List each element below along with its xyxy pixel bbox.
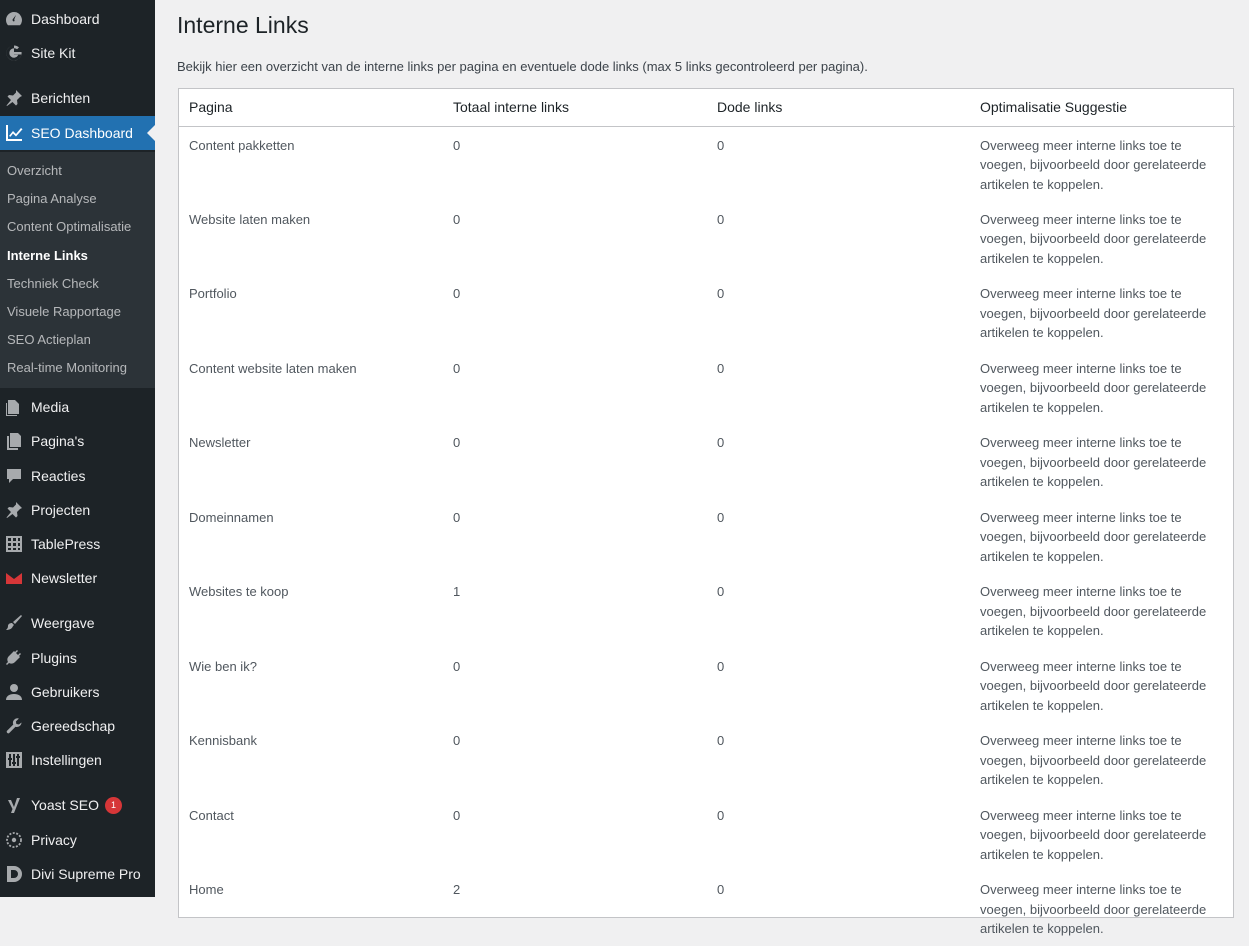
suggestion-cell: Overweeg meer interne links toe te voegen, bijvoorbeeld door gerelateerde artikelen te koppelen. [980,733,1207,787]
sidebar-item-dashboard[interactable] [0,2,155,36]
total-links-cell: 0 [453,733,461,748]
google-g-icon [3,43,25,63]
admin-sidebar [0,0,155,897]
total-links-cell: 0 [453,211,461,227]
main-content [155,0,1249,936]
submenu-item-pagina-analyse[interactable]: Pagina Analyse [7,191,97,207]
sidebar-item-seo-dashboard[interactable] [0,116,155,150]
dead-links-cell: 0 [717,137,725,153]
table-row [179,275,1235,350]
plug-icon [3,648,25,668]
table-row [179,424,1235,499]
dead-links-cell: 0 [717,807,725,823]
submenu-item-real-time-monitoring[interactable]: Real-time Monitoring [7,360,127,376]
sidebar-item-gereedschap[interactable] [0,709,155,743]
chart-line-icon [3,123,25,143]
internal-links-table-container [178,88,1234,936]
total-links-cell: 0 [453,435,461,450]
sidebar-item-label: Gebruikers [31,684,100,700]
suggestion-cell: Overweeg meer interne links toe te voegen, bijvoorbeeld door gerelateerde artikelen te koppelen. [980,882,1207,936]
total-links-cell: 1 [453,584,461,599]
page-name-cell: Content pakketten [189,137,295,153]
settings-sliders-icon [3,750,25,770]
sidebar-item-pagina-s[interactable] [0,424,155,458]
table-row [179,201,1235,276]
column-header: Pagina [179,89,443,126]
sidebar-item-label: Reacties [31,468,86,484]
page-name-cell: Home [189,882,224,897]
sidebar-item-label: Projecten [31,502,91,518]
suggestion-cell: Overweeg meer interne links toe te voegen, bijvoorbeeld door gerelateerde artikelen te koppelen. [980,807,1207,862]
submenu-item-techniek-check[interactable]: Techniek Check [7,275,99,291]
page-name-cell: Portfolio [189,286,237,301]
seo-dashboard-submenu [0,152,155,388]
internal-links-table [179,89,1235,946]
page-title: Interne Links [177,12,309,38]
total-links-cell: 0 [453,658,461,674]
submenu-item-content-optimalisatie[interactable]: Content Optimalisatie [7,219,132,235]
sidebar-item-media[interactable] [0,390,155,424]
suggestion-cell: Overweeg meer interne links toe te voegen, bijvoorbeeld door gerelateerde artikelen te koppelen. [980,435,1207,489]
table-row [179,126,1235,201]
sidebar-item-label: Instellingen [31,752,102,768]
sidebar-item-label: Yoast SEO [31,797,99,813]
sidebar-item-site-kit[interactable] [0,36,155,70]
page-name-cell: Content website laten maken [189,360,357,376]
sidebar-item-weergave[interactable] [0,606,155,640]
dead-links-cell: 0 [717,733,725,748]
page-name-cell: Kennisbank [189,733,257,748]
yoast-icon [3,795,25,815]
table-row [179,350,1235,425]
sidebar-item-projecten[interactable] [0,493,155,527]
dead-links-cell: 0 [717,584,725,599]
pushpin-icon [3,88,25,108]
submenu-item-overzicht[interactable]: Overzicht [7,163,62,178]
page-name-cell: Domeinnamen [189,509,274,525]
total-links-cell: 0 [453,137,461,153]
table-row [179,797,1235,872]
sidebar-item-label: Privacy [31,832,77,848]
submenu-item-interne-links[interactable]: Interne Links [7,247,88,263]
dead-links-cell: 0 [717,509,725,525]
sidebar-item-label: Site Kit [31,45,76,61]
table-row [179,573,1235,648]
paintbrush-icon [3,613,25,633]
sidebar-item-tablepress[interactable] [0,527,155,561]
page-name-cell: Websites te koop [189,584,289,599]
suggestion-cell: Overweeg meer interne links toe te voegen, bijvoorbeeld door gerelateerde artikelen te koppelen. [980,211,1207,266]
notification-badge: 1 [105,797,122,814]
dead-links-cell: 0 [717,211,725,227]
page-name-cell: Contact [189,807,234,823]
dead-links-cell: 0 [717,882,725,897]
dashboard-icon [3,9,25,29]
suggestion-cell: Overweeg meer interne links toe te voegen, bijvoorbeeld door gerelateerde artikelen te koppelen. [980,137,1207,192]
table-icon [3,534,25,554]
table-row [179,648,1235,723]
sidebar-item-label: Weergave [31,615,95,631]
page-name-cell: Website laten maken [189,211,311,227]
divi-icon [3,864,25,884]
submenu-item-seo-actieplan[interactable]: SEO Actieplan [7,332,91,348]
dead-links-cell: 0 [717,360,725,376]
sidebar-item-instellingen[interactable] [0,743,155,777]
table-row [179,499,1235,574]
sidebar-item-label: TablePress [31,536,101,552]
table-header-row [179,89,1235,126]
privacy-icon [3,830,25,850]
media-icon [3,397,25,417]
sidebar-item-label: Dashboard [31,11,100,27]
sidebar-item-label: Berichten [31,90,91,106]
total-links-cell: 0 [453,286,461,301]
table-row [179,722,1235,797]
sidebar-item-label: Pagina's [31,433,85,449]
sidebar-item-label: Newsletter [31,570,98,586]
sidebar-item-privacy[interactable] [0,823,155,857]
sidebar-item-berichten[interactable] [0,81,155,115]
suggestion-cell: Overweeg meer interne links toe te voegen, bijvoorbeeld door gerelateerde artikelen te koppelen. [980,584,1207,638]
submenu-item-visuele-rapportage[interactable]: Visuele Rapportage [7,304,121,319]
sidebar-item-newsletter[interactable] [0,561,155,595]
envelope-icon [3,568,25,588]
comment-icon [3,466,25,486]
wrench-icon [3,716,25,736]
column-header: Optimalisatie Suggestie [970,89,1235,126]
pages-icon [3,431,25,451]
sidebar-item-label: Gereedschap [31,718,116,734]
suggestion-cell: Overweeg meer interne links toe te voegen, bijvoorbeeld door gerelateerde artikelen te koppelen. [980,509,1207,564]
dead-links-cell: 0 [717,435,725,450]
suggestion-cell: Overweeg meer interne links toe te voegen, bijvoorbeeld door gerelateerde artikelen te koppelen. [980,360,1207,415]
sidebar-item-divi-supreme-pro[interactable] [0,857,155,891]
sidebar-item-label: Media [31,399,70,415]
page-name-cell: Newsletter [189,435,251,450]
user-icon [3,682,25,702]
sidebar-item-label: Plugins [31,650,77,666]
dead-links-cell: 0 [717,658,725,674]
sidebar-item-label: Divi Supreme Pro [31,866,141,882]
table-row [179,871,1235,946]
pushpin-icon [3,500,25,520]
suggestion-cell: Overweeg meer interne links toe te voegen, bijvoorbeeld door gerelateerde artikelen te koppelen. [980,658,1207,713]
sidebar-item-gebruikers[interactable] [0,675,155,709]
page-description: Bekijk hier een overzicht van de interne links per pagina en eventuele dode links (max 5 links gecontroleerd per pagina). [177,59,868,74]
column-header: Totaal interne links [443,89,707,126]
total-links-cell: 2 [453,882,461,897]
sidebar-item-label: SEO Dashboard [31,125,133,141]
page-name-cell: Wie ben ik? [189,658,257,674]
total-links-cell: 0 [453,807,461,823]
suggestion-cell: Overweeg meer interne links toe te voegen, bijvoorbeeld door gerelateerde artikelen te koppelen. [980,286,1207,340]
sidebar-item-yoast-seo[interactable] [0,788,155,822]
total-links-cell: 0 [453,360,461,376]
column-header: Dode links [707,89,970,126]
sidebar-item-reacties[interactable] [0,459,155,493]
dead-links-cell: 0 [717,286,725,301]
sidebar-item-plugins[interactable] [0,641,155,675]
total-links-cell: 0 [453,509,461,525]
